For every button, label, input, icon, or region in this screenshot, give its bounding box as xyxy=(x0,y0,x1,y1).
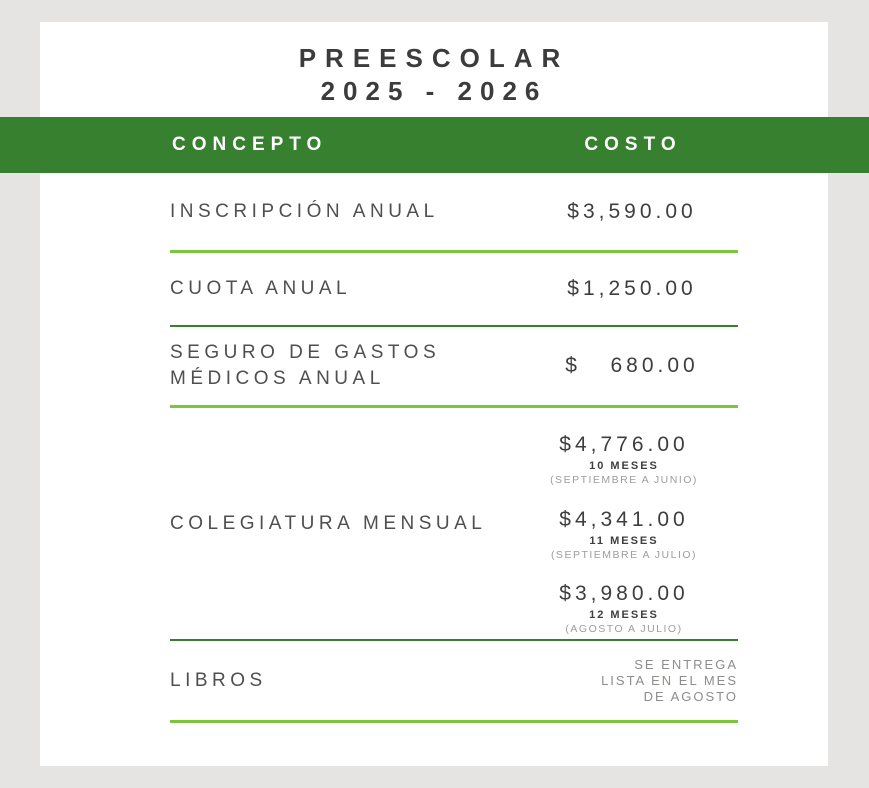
table-row-seguro xyxy=(170,327,738,408)
table-row-cuota xyxy=(170,253,738,327)
delivery-note xyxy=(526,657,738,705)
concept-line-1: SEGURO DE GASTOS xyxy=(170,342,441,363)
concept-label: COLEGIATURA MENSUAL xyxy=(170,512,487,534)
period-label: (SEPTIEMBRE A JULIO) xyxy=(550,548,698,561)
page-subtitle-years: 2025 - 2026 xyxy=(320,76,548,106)
months-label: 10 MESES xyxy=(589,460,659,472)
concept-label: LIBROS xyxy=(170,669,267,691)
period-label: (SEPTIEMBRE A JUNIO) xyxy=(550,474,698,486)
column-header-concepto: CONCEPTO xyxy=(172,134,328,155)
table-row-colegiatura xyxy=(170,408,738,641)
table-row-inscripcion xyxy=(170,173,738,253)
table-header-bar xyxy=(0,117,869,173)
column-header-costo: COSTO xyxy=(584,134,682,155)
concept-label: INSCRIPCIÓN ANUAL xyxy=(170,200,439,222)
cost-value: $ 680.00 xyxy=(565,354,699,377)
note-line-2: LISTA EN EL MES xyxy=(601,672,738,688)
months-label: 12 MESES xyxy=(589,609,659,621)
period-label: (AGOSTO A JULIO) xyxy=(565,623,683,635)
concept-line-2: MÉDICOS ANUAL xyxy=(170,368,385,389)
months-label: 11 MESES xyxy=(589,534,659,547)
note-line-1: SE ENTREGA xyxy=(634,656,738,672)
concept-label xyxy=(170,340,440,392)
cost-value: $3,590.00 xyxy=(567,199,697,223)
table-row-libros xyxy=(170,641,738,723)
payment-option-10-meses xyxy=(510,433,738,487)
price-table xyxy=(40,173,828,723)
cost-value: $1,250.00 xyxy=(567,277,697,300)
payment-option-11-meses xyxy=(510,508,738,562)
price-value: $3,980.00 xyxy=(559,582,689,605)
concept-label: CUOTA ANUAL xyxy=(170,278,352,299)
payment-options xyxy=(510,407,738,640)
page-title: PREESCOLAR xyxy=(298,43,570,73)
payment-option-12-meses xyxy=(510,582,738,636)
price-value: $4,341.00 xyxy=(559,507,689,531)
note-line-3: DE AGOSTO xyxy=(643,688,738,704)
price-value: $4,776.00 xyxy=(559,433,689,456)
title-block xyxy=(40,22,828,117)
